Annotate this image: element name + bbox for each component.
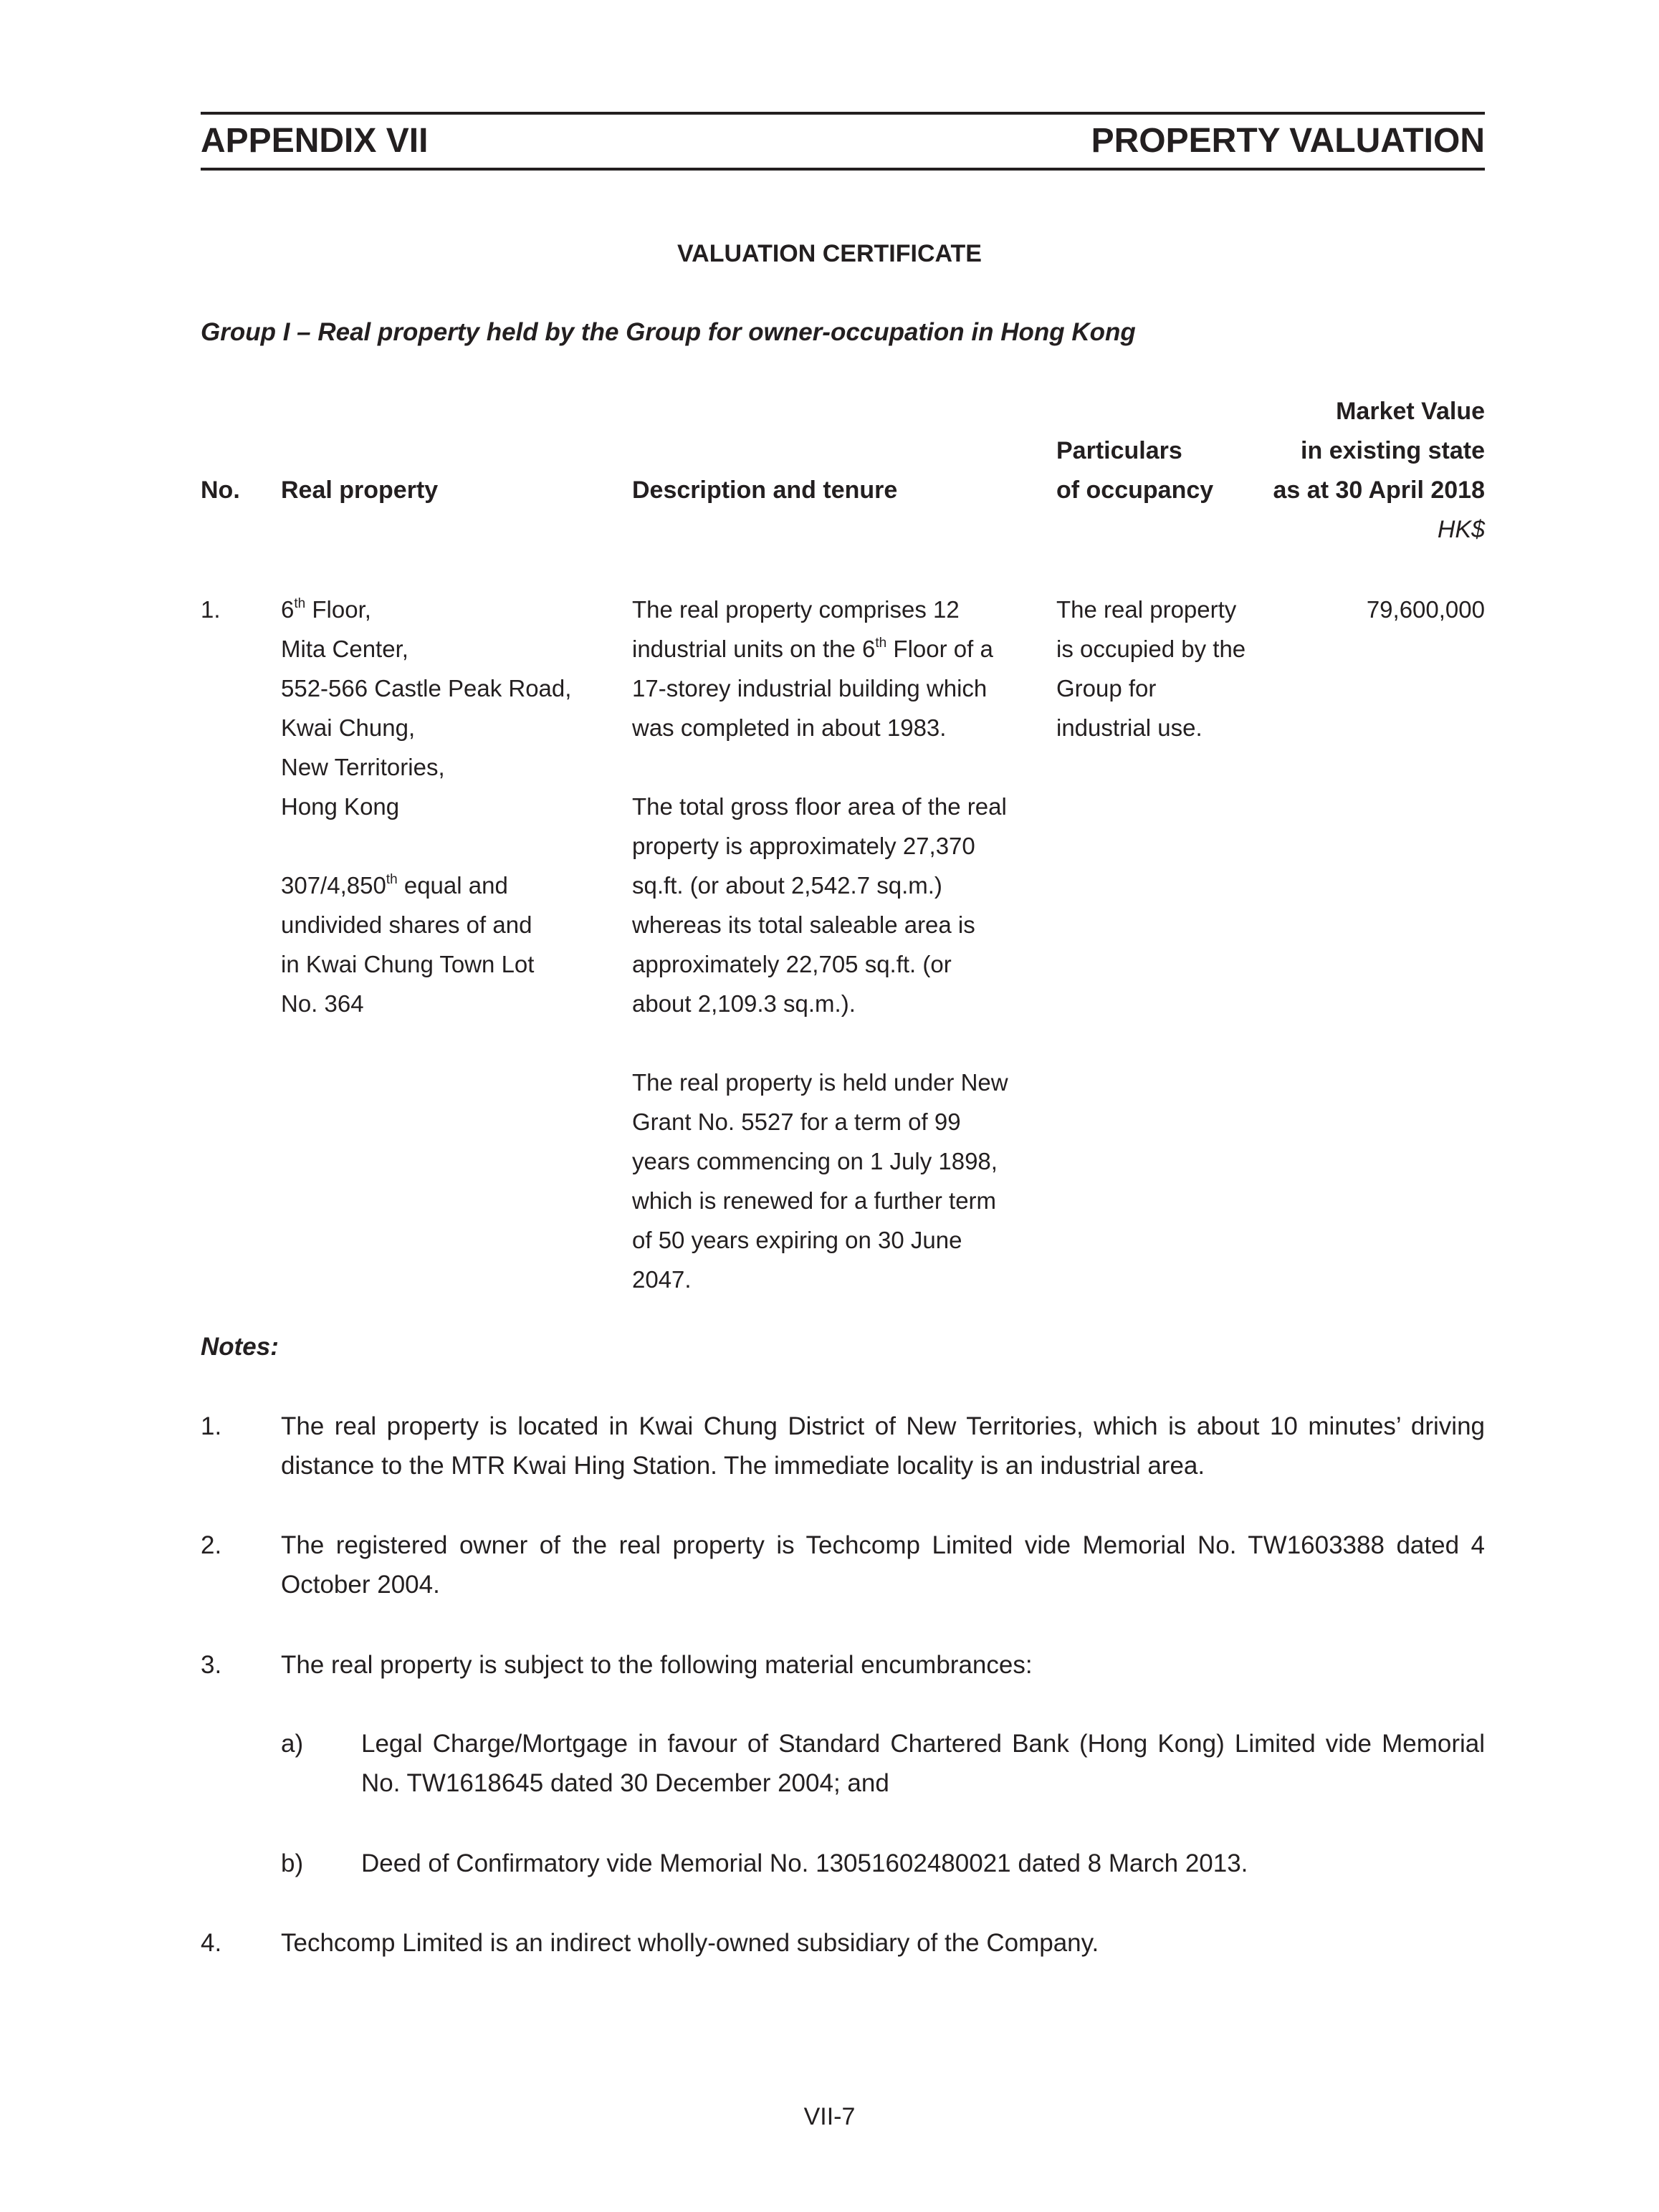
- market-value: 79,600,000: [1366, 596, 1485, 623]
- note-number: 1.: [201, 1412, 222, 1440]
- property-floor-line: [281, 590, 571, 629]
- description-line: The real property is held under New: [632, 1069, 1008, 1096]
- shares-line: undivided shares of and: [281, 911, 532, 938]
- description-line: Grant No. 5527 for a term of 99: [632, 1109, 961, 1135]
- description-line: sq.ft. (or about 2,542.7 sq.m.): [632, 872, 942, 899]
- header-top-rule: [201, 112, 1485, 115]
- column-header-particulars: [1056, 431, 1213, 510]
- row-number: 1.: [201, 596, 221, 623]
- description-line: approximately 22,705 sq.ft. (or: [632, 951, 952, 977]
- subnote-label: b): [281, 1849, 304, 1877]
- page-number: VII-7: [803, 2103, 856, 2130]
- occupancy-cell: [1056, 590, 1246, 747]
- subnote-label: a): [281, 1730, 304, 1758]
- note-text: The registered owner of the real property is Techcomp Limited vide Memorial No. TW1603388 dated 4 October 2004.: [281, 1531, 1485, 1599]
- description-line: 17-storey industrial building which: [632, 675, 988, 702]
- note-number: 2.: [201, 1531, 222, 1559]
- description-line: [632, 629, 1008, 669]
- description-line: was completed in about 1983.: [632, 714, 947, 741]
- occupancy-line: The real property: [1056, 596, 1237, 623]
- note-number: 3.: [201, 1651, 222, 1679]
- floor-rest: Floor,: [305, 596, 371, 623]
- column-header-market-value-line-3: as at 30 April 2018: [1273, 477, 1485, 504]
- description-line: of 50 years expiring on 30 June: [632, 1227, 962, 1253]
- description-line: The total gross floor area of the real: [632, 793, 1007, 820]
- note-text: Techcomp Limited is an indirect wholly-owned subsidiary of the Company.: [281, 1929, 1099, 1957]
- certificate-title: VALUATION CERTIFICATE: [677, 240, 982, 267]
- floor-suffix: th: [294, 596, 306, 611]
- appendix-label: APPENDIX VII: [201, 122, 429, 160]
- real-property-cell: [281, 590, 571, 1023]
- description-line: The real property comprises 12: [632, 596, 960, 623]
- occupancy-line: industrial use.: [1056, 714, 1203, 741]
- column-header-market-value-line-2: in existing state: [1301, 437, 1485, 464]
- column-header-real-property: Real property: [281, 477, 439, 504]
- header-bottom-rule: [201, 168, 1485, 171]
- column-header-particulars-line-2: of occupancy: [1056, 477, 1214, 504]
- floor-number: 6: [281, 596, 295, 623]
- description-text: industrial units on the 6: [632, 636, 876, 662]
- column-header-particulars-line-1: Particulars: [1056, 437, 1182, 464]
- note-text: The real property is subject to the following material encumbrances:: [281, 1651, 1033, 1679]
- description-line: whereas its total saleable area is: [632, 911, 975, 938]
- description-line: years commencing on 1 July 1898,: [632, 1148, 998, 1174]
- shares-line: No. 364: [281, 990, 364, 1017]
- notes-heading: Notes:: [201, 1333, 279, 1361]
- group-heading: Group I – Real property held by the Group for owner-occupation in Hong Kong: [201, 318, 1136, 346]
- subnote-text: Deed of Confirmatory vide Memorial No. 13051602480021 dated 8 March 2013.: [361, 1849, 1248, 1877]
- description-text: Floor of a: [886, 636, 993, 662]
- occupancy-line: is occupied by the: [1056, 636, 1246, 662]
- description-cell: [632, 590, 1008, 1299]
- section-title: PROPERTY VALUATION: [1091, 122, 1485, 160]
- column-header-market-value-line-1: Market Value: [1336, 398, 1485, 425]
- shares-rest: equal and: [397, 872, 508, 899]
- currency-label: HK$: [1437, 516, 1485, 543]
- property-line: New Territories,: [281, 754, 445, 780]
- shares-prefix: 307/4,850: [281, 872, 386, 899]
- property-line: Kwai Chung,: [281, 714, 416, 741]
- property-line: Hong Kong: [281, 793, 400, 820]
- shares-line: [281, 866, 571, 905]
- subnote-text: Legal Charge/Mortgage in favour of Standard Chartered Bank (Hong Kong) Limited vide Memorial No. TW1618645 dated 30 December 2004; and: [361, 1730, 1485, 1797]
- property-line: Mita Center,: [281, 636, 408, 662]
- note-number: 4.: [201, 1929, 222, 1957]
- shares-suffix: th: [386, 872, 398, 887]
- description-line: about 2,109.3 sq.m.).: [632, 990, 856, 1017]
- shares-line: in Kwai Chung Town Lot: [281, 951, 535, 977]
- note-text: The real property is located in Kwai Chung District of New Territories, which is about 10 minutes’ driving distance to the MTR Kwai Hing Station. The immediate locality is an industrial area.: [281, 1412, 1485, 1480]
- column-header-market-value: [1273, 392, 1485, 550]
- property-line: 552-566 Castle Peak Road,: [281, 675, 572, 702]
- occupancy-line: Group for: [1056, 675, 1157, 702]
- floor-suffix: th: [875, 636, 887, 651]
- column-header-no: No.: [201, 477, 240, 504]
- description-line: which is renewed for a further term: [632, 1187, 997, 1214]
- column-header-description: Description and tenure: [632, 477, 898, 504]
- description-line: property is approximately 27,370: [632, 833, 975, 859]
- description-line: 2047.: [632, 1266, 692, 1293]
